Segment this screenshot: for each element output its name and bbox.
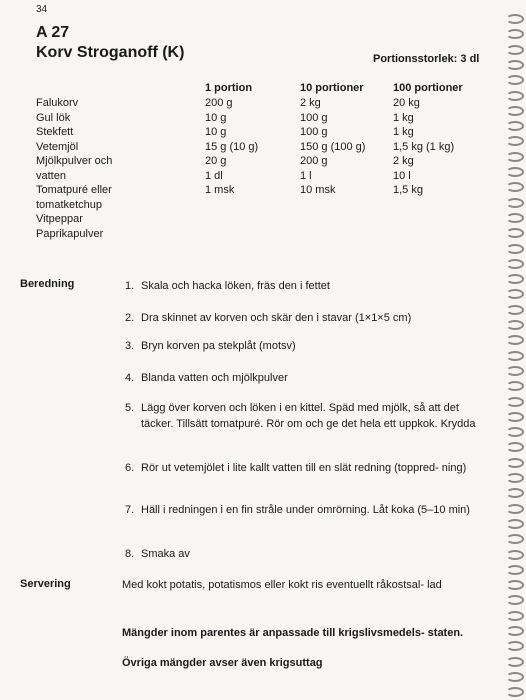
binding-ring [506,412,524,422]
binding-ring [506,473,524,483]
serving-text: Med kokt potatis, potatismos eller kokt ris eventuellt råkostsal- lad [122,579,442,591]
page-number: 34 [36,4,48,15]
step-number: 7. [125,504,135,516]
binding-ring [506,626,524,636]
ingredient-name: Gul lök [36,111,71,124]
amount-10-portions: 150 g (100 g) [300,140,366,153]
step-text: Rör ut vetemjölet i lite kallt vatten till en slät redning (toppred- ning) [141,462,467,474]
amount-1-portion: 1 dl [205,169,223,182]
step-number: 3. [125,340,135,352]
amount-1-portion: 20 g [205,155,227,167]
step-number: 4. [125,372,135,384]
step-2 [125,310,485,326]
binding-ring [506,657,524,667]
column-header-100-portions: 100 portioner [393,82,463,94]
column-header-10-portions: 10 portioner [300,82,364,94]
binding-ring [506,504,524,514]
ingredient-name: Paprikapulver [36,227,104,240]
step-text: Dra skinnet av korven och skär den i stavar (1×1×5 cm) [141,312,412,324]
ingredient-name: tomatketchup [36,198,103,211]
amount-100-portions: 1 kg [393,126,414,138]
binding-ring [506,595,524,605]
binding-ring [506,182,524,192]
recipe-title: Korv Stroganoff (K) [36,44,185,61]
binding-ring [506,121,524,131]
binding-ring [506,397,524,407]
preparation-label: Beredning [20,278,75,290]
step-5 [125,400,485,432]
binding-ring [506,580,524,590]
step-4 [125,370,485,386]
amount-1-portion: 15 g (10 g) [205,140,259,153]
ingredient-name: Tomatpuré eller [36,184,112,196]
step-text: Lägg över korven och löken i en kittel. Späd med mjölk, så att det täcker. Tillsätt tomatpuré. Rör om och ge det hela ett uppkok. Krydda [141,402,476,430]
step-1 [125,278,485,294]
amount-100-portions: 2 kg [393,155,414,167]
binding-ring [506,305,524,315]
binding-ring [506,641,524,651]
binding-ring [506,14,524,24]
step-number: 5. [125,402,135,414]
step-number: 1. [125,280,135,292]
binding-ring [506,550,524,560]
serving-label: Servering [20,578,71,590]
binding-ring [506,335,524,345]
binding-ring [506,136,524,146]
step-8 [125,546,485,562]
binding-ring [506,534,524,544]
step-text: Häll i redningen i en fin stråle under omrörning. Låt koka (5–10 min) [141,504,470,516]
step-text: Blanda vatten och mjölkpulver [141,372,288,384]
step-number: 2. [125,312,135,324]
binding-ring [506,45,524,55]
binding-ring [506,213,524,223]
binding-ring [506,488,524,498]
binding-ring [506,427,524,437]
spiral-binding [504,0,526,700]
binding-ring [506,228,524,238]
binding-ring [506,687,524,697]
binding-ring [506,106,524,116]
binding-ring [506,320,524,330]
ingredient-name: Stekfett [36,126,74,138]
amount-10-portions: 10 msk [300,184,336,196]
binding-ring [506,381,524,391]
amount-100-portions: 20 kg [393,97,420,109]
recipe-code: A 27 [36,24,70,41]
amount-100-portions: 10 l [393,169,411,182]
binding-ring [506,60,524,70]
amount-1-portion: 1 msk [205,184,235,196]
step-text: Skala och hacka löken, fräs den i fettet [141,280,330,292]
binding-ring [506,91,524,101]
amount-100-portions: 1,5 kg [393,184,423,196]
binding-ring [506,442,524,452]
amount-100-portions: 1 kg [393,111,414,124]
ingredient-name: vatten [36,169,66,182]
binding-ring [506,289,524,299]
step-7 [125,502,485,518]
step-3 [125,338,485,354]
amount-1-portion: 10 g [205,126,227,138]
amount-10-portions: 100 g [300,126,328,138]
step-6 [125,460,485,476]
step-text: Bryn korven pa stekplåt (motsv) [141,340,296,352]
column-header-1-portion: 1 portion [205,82,253,94]
binding-ring [506,672,524,682]
amount-10-portions: 1 l [300,169,312,182]
binding-ring [506,198,524,208]
binding-ring [506,351,524,361]
binding-ring [506,167,524,177]
binding-ring [506,244,524,254]
step-number: 6. [125,462,135,474]
step-number: 8. [125,548,135,560]
binding-ring [506,458,524,468]
amount-1-portion: 200 g [205,97,233,109]
ingredient-name: Vetemjöl [36,140,79,153]
binding-ring [506,75,524,85]
step-text: Smaka av [141,548,190,560]
binding-ring [506,29,524,39]
binding-ring [506,366,524,376]
ingredient-name: Vitpeppar [36,213,83,225]
binding-ring [506,519,524,529]
binding-ring [506,565,524,575]
amount-10-portions: 200 g [300,155,328,167]
binding-ring [506,274,524,284]
ingredient-name: Falukorv [36,97,79,109]
note-other-amounts: Övriga mängder avser även krigsuttag [122,657,323,669]
portion-size: Portionsstorlek: 3 dl [373,53,480,65]
amount-100-portions: 1,5 kg (1 kg) [393,140,455,153]
amount-10-portions: 2 kg [300,97,321,109]
binding-ring [506,259,524,269]
binding-ring [506,152,524,162]
amount-1-portion: 10 g [205,111,227,124]
ingredient-name: Mjölkpulver och [36,155,113,167]
note-parentheses: Mängder inom parentes är anpassade till krigslivsmedels- staten. [122,627,464,639]
binding-ring [506,611,524,621]
amount-10-portions: 100 g [300,111,328,124]
